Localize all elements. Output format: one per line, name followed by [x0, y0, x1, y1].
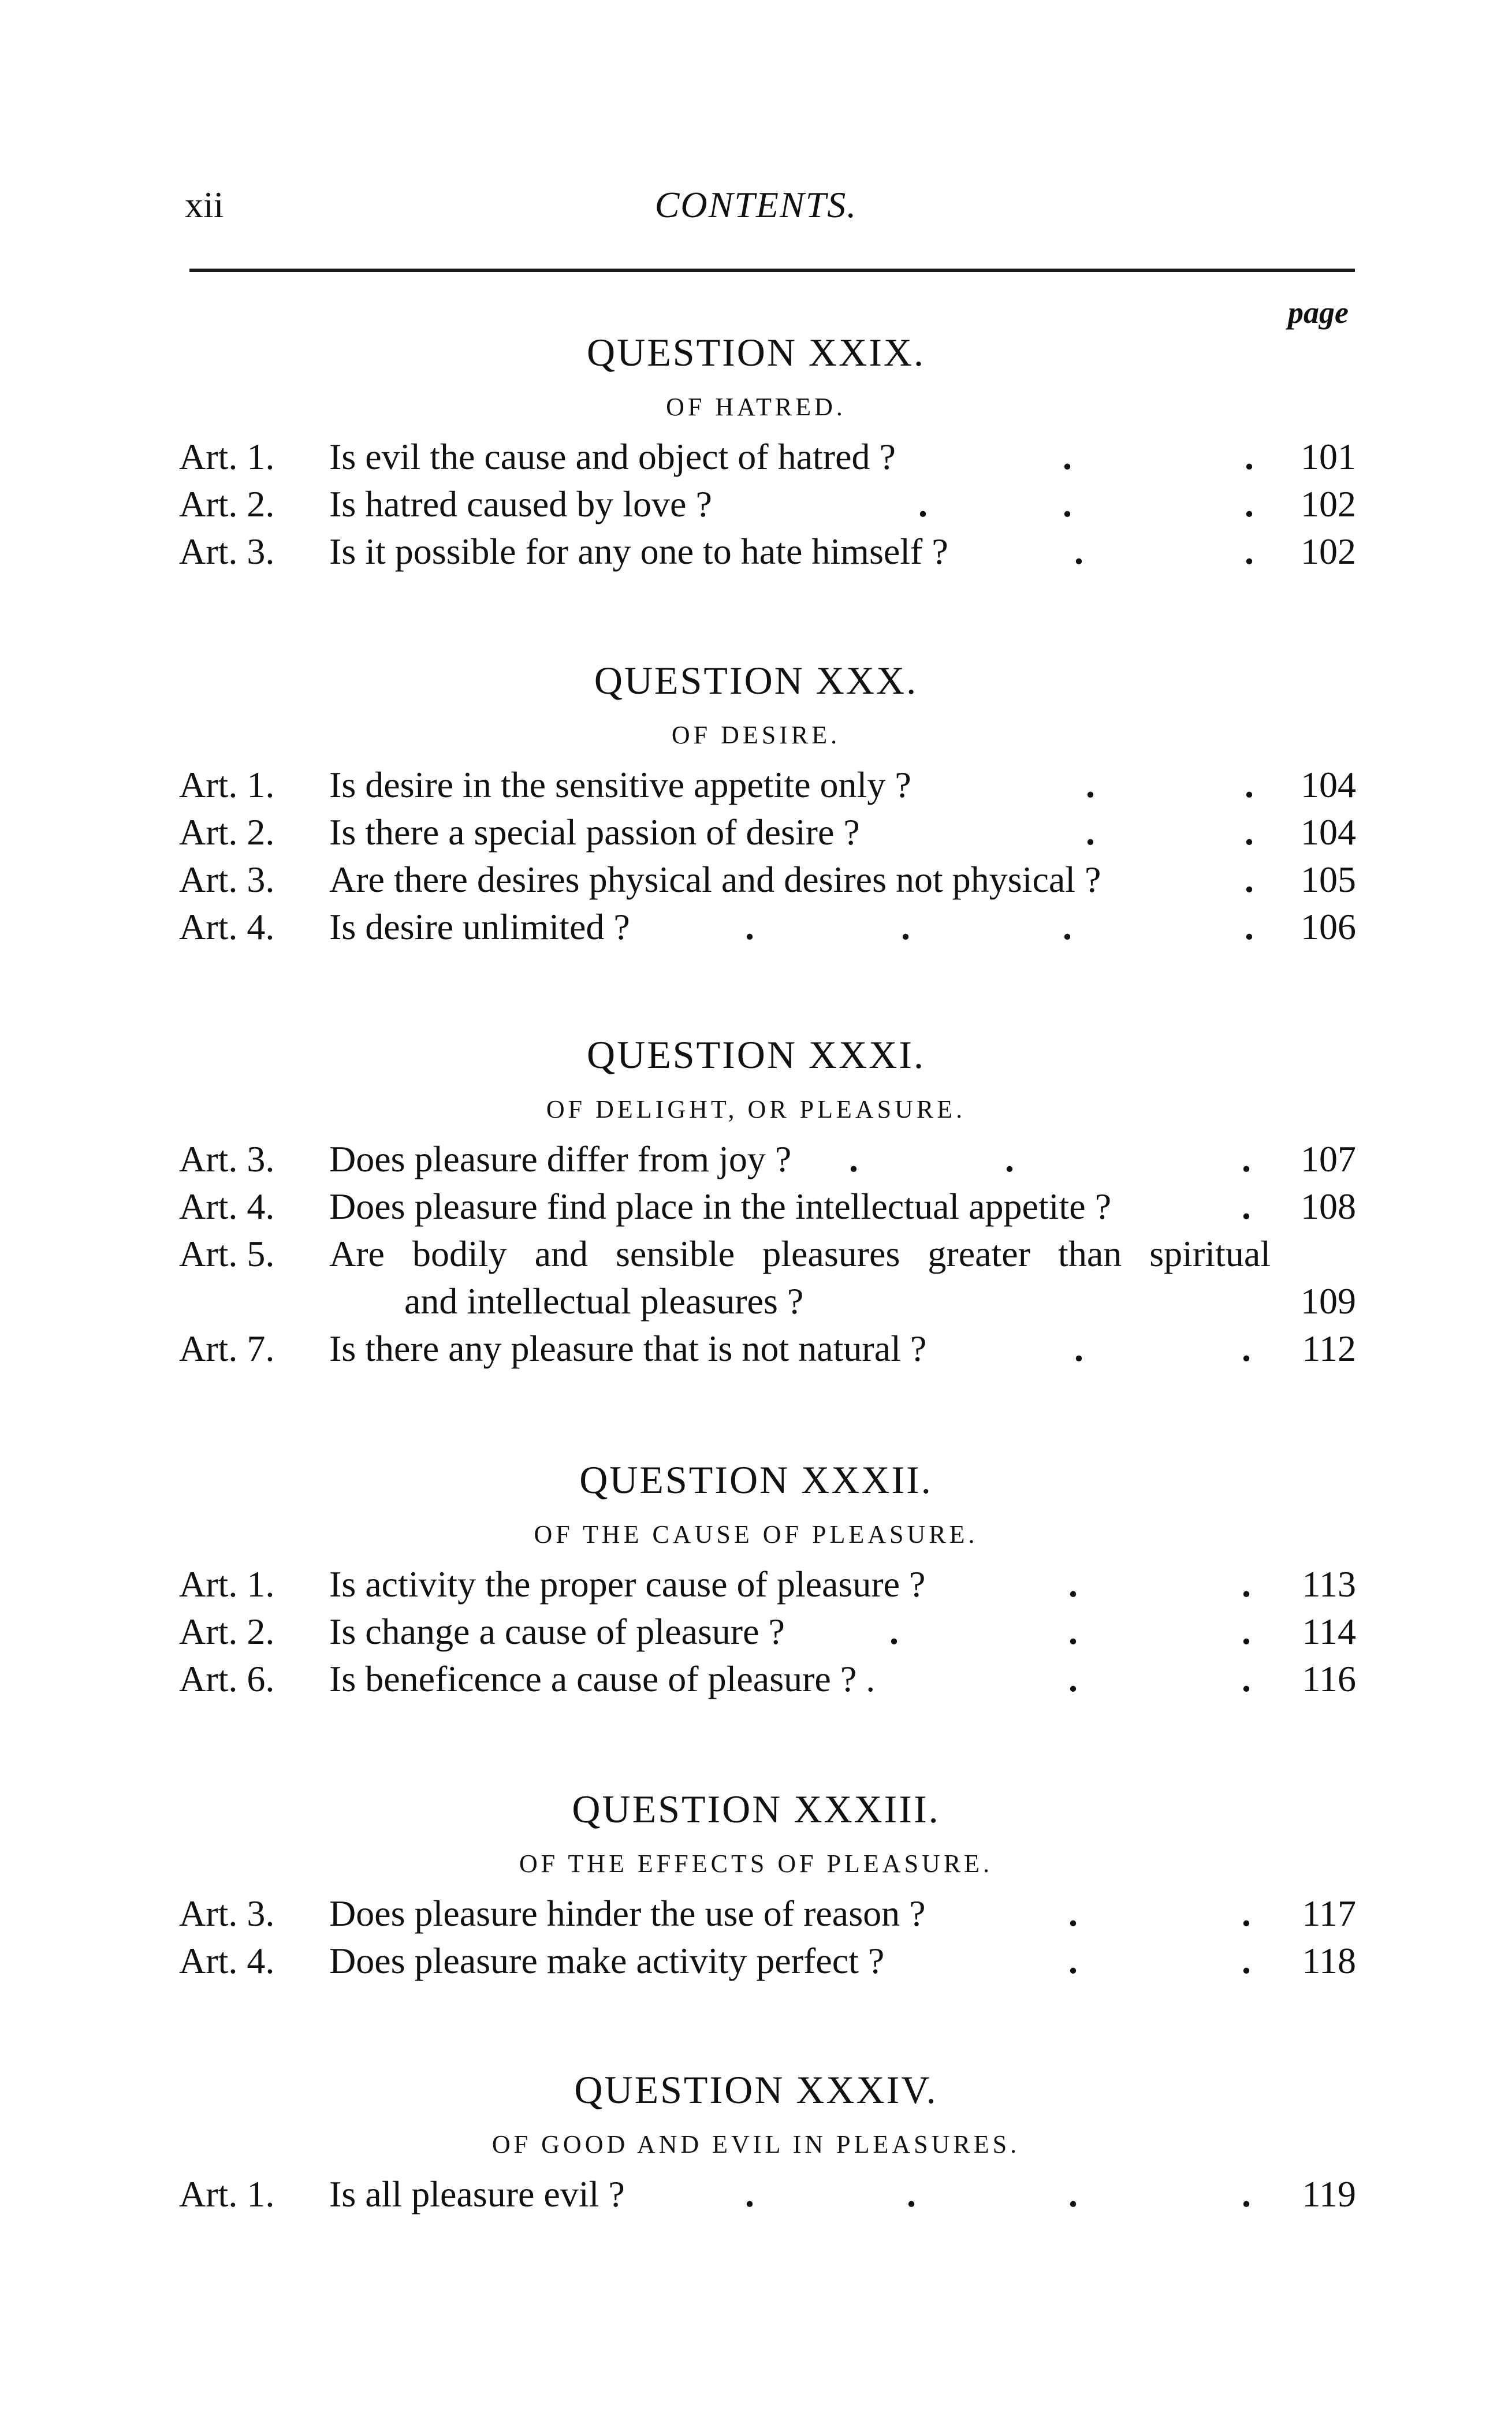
leader-dot: .	[1068, 1940, 1078, 1981]
article-number: Art. 5.	[179, 1233, 275, 1274]
article-entry	[0, 1230, 1512, 1325]
article-number: Art. 3.	[179, 859, 275, 900]
leader-dot: .	[1068, 1564, 1078, 1605]
article-entry	[0, 528, 1512, 575]
question-block	[0, 1026, 1512, 1372]
leader-dot: .	[1074, 1328, 1083, 1369]
leader-dot: .	[1068, 1893, 1078, 1934]
article-list	[0, 1561, 1512, 1703]
article-entry	[0, 903, 1512, 951]
question-block	[0, 2061, 1512, 2218]
leader-dot: .	[1063, 483, 1072, 524]
page-number: 114	[1302, 1611, 1356, 1652]
page-number: 108	[1301, 1186, 1356, 1227]
page-number: 102	[1301, 483, 1356, 524]
article-number: Art. 6.	[179, 1658, 275, 1699]
page-number: 112	[1302, 1328, 1356, 1369]
leader-dot: .	[1245, 436, 1254, 477]
page-column-label: page	[1288, 295, 1349, 330]
article-question: Does pleasure make activity perfect ?	[329, 1940, 885, 1981]
question-subtitle: OF THE EFFECTS OF PLEASURE.	[519, 1849, 993, 1878]
question-title: QUESTION XXXI.	[587, 1033, 925, 1077]
leader-dot: .	[907, 2174, 916, 2215]
leader-dot: .	[1063, 906, 1072, 947]
article-question: Is all pleasure evil ?	[329, 2174, 625, 2215]
article-question: Does pleasure hinder the use of reason ?	[329, 1893, 926, 1934]
article-list	[0, 761, 1512, 951]
article-question: Is desire in the sensitive appetite only ?	[329, 764, 911, 805]
leader-dot: .	[1242, 1658, 1251, 1699]
article-entry	[0, 433, 1512, 481]
article-question: Is there any pleasure that is not natural ?	[329, 1328, 927, 1369]
leader-dot: .	[745, 2174, 754, 2215]
article-question: Is activity the proper cause of pleasure ?	[329, 1564, 926, 1605]
question-title: QUESTION XXX.	[594, 658, 918, 702]
leader-dot: .	[1086, 812, 1095, 853]
article-list	[0, 433, 1512, 575]
article-number: Art. 1.	[179, 2174, 275, 2215]
article-list	[0, 1136, 1512, 1372]
leader-dot: .	[1242, 1564, 1251, 1605]
article-number: Art. 3.	[179, 1893, 275, 1934]
article-entry	[0, 1937, 1512, 1985]
leader-dot: .	[1242, 1138, 1251, 1179]
leader-dot: .	[889, 1611, 899, 1652]
page-number: 107	[1301, 1138, 1356, 1179]
article-number: Art. 4.	[179, 1186, 275, 1227]
article-entry	[0, 809, 1512, 856]
question-title: QUESTION XXXIII.	[572, 1787, 940, 1831]
article-number: Art. 4.	[179, 1940, 275, 1981]
leader-dot: .	[1068, 1611, 1078, 1652]
question-block	[0, 652, 1512, 951]
article-number: Art. 3.	[179, 1138, 275, 1179]
leader-dot: .	[1242, 1328, 1251, 1369]
leader-dot: .	[1245, 483, 1254, 524]
leader-dot: .	[1245, 812, 1254, 853]
article-number: Art. 2.	[179, 812, 275, 853]
question-subtitle: OF THE CAUSE OF PLEASURE.	[534, 1520, 978, 1549]
page-number: 119	[1302, 2174, 1356, 2215]
article-entry	[0, 1655, 1512, 1703]
article-entry	[0, 856, 1512, 903]
question-subtitle: OF HATRED.	[666, 393, 846, 421]
page-number: 106	[1301, 906, 1356, 947]
page-number: 109	[1301, 1281, 1356, 1322]
page-number: 116	[1302, 1658, 1356, 1699]
page-number: 104	[1301, 764, 1356, 805]
question-block	[0, 323, 1512, 575]
article-question: Is desire unlimited ?	[329, 906, 630, 947]
article-number: Art. 2.	[179, 483, 275, 524]
question-block	[0, 1780, 1512, 1985]
article-number: Art. 1.	[179, 436, 275, 477]
article-number: Art. 7.	[179, 1328, 275, 1369]
leader-dot: .	[1068, 2174, 1078, 2215]
page-number: 118	[1302, 1940, 1356, 1981]
article-number: Art. 2.	[179, 1611, 275, 1652]
article-number: Art. 1.	[179, 764, 275, 805]
article-number: Art. 4.	[179, 906, 275, 947]
leader-dot: .	[1245, 764, 1254, 805]
article-entry	[0, 761, 1512, 809]
article-entry	[0, 1890, 1512, 1937]
article-question: Is it possible for any one to hate himself ?	[329, 531, 948, 572]
leader-dot: .	[1242, 1611, 1251, 1652]
leader-dot: .	[901, 906, 910, 947]
question-title: QUESTION XXIX.	[587, 330, 925, 374]
article-question: Are bodily and sensible pleasures greater than spiritual	[329, 1233, 1271, 1274]
question-subtitle: OF DELIGHT, OR PLEASURE.	[546, 1095, 966, 1123]
leader-dot: .	[1005, 1138, 1014, 1179]
leader-dot: .	[1074, 531, 1083, 572]
article-question: Is there a special passion of desire ?	[329, 812, 860, 853]
leader-dot: .	[1063, 436, 1072, 477]
question-title: QUESTION XXXII.	[579, 1458, 933, 1502]
leader-dot: .	[1245, 906, 1254, 947]
article-question: Is evil the cause and object of hatred ?	[329, 436, 896, 477]
leader-dot: .	[1242, 1893, 1251, 1934]
leader-dot: .	[1086, 764, 1095, 805]
article-number: Art. 1.	[179, 1564, 275, 1605]
article-question: Does pleasure find place in the intellectual appetite ?	[329, 1186, 1112, 1227]
page-number: 117	[1302, 1893, 1356, 1934]
leader-dot: .	[745, 906, 754, 947]
question-block	[0, 1451, 1512, 1703]
page-number: 102	[1301, 531, 1356, 572]
running-head: CONTENTS.	[654, 184, 858, 225]
article-entry	[0, 1183, 1512, 1230]
article-entry	[0, 1325, 1512, 1372]
article-question-continuation: and intellectual pleasures ?	[404, 1281, 804, 1322]
article-entry	[0, 481, 1512, 528]
leader-dot: .	[1242, 1186, 1251, 1227]
article-question: Is beneficence a cause of pleasure ? .	[329, 1658, 876, 1699]
article-question: Is change a cause of pleasure ?	[329, 1611, 785, 1652]
page-number: 104	[1301, 812, 1356, 853]
page-folio: xii	[185, 184, 224, 225]
article-entry	[0, 2171, 1512, 2218]
header-rule	[189, 269, 1355, 272]
question-subtitle: OF DESIRE.	[671, 721, 841, 749]
question-subtitle: OF GOOD AND EVIL IN PLEASURES.	[491, 2130, 1021, 2158]
article-entry	[0, 1561, 1512, 1608]
article-list	[0, 1890, 1512, 1985]
leader-dot: .	[1242, 1940, 1251, 1981]
article-entry	[0, 1608, 1512, 1655]
article-list	[0, 2171, 1512, 2218]
leader-dot: .	[1245, 859, 1254, 900]
article-question: Is hatred caused by love ?	[329, 483, 712, 524]
leader-dot: .	[1242, 2174, 1251, 2215]
article-entry	[0, 1136, 1512, 1183]
article-question: Does pleasure differ from joy ?	[329, 1138, 792, 1179]
leader-dot: .	[849, 1138, 858, 1179]
leader-dot: .	[918, 483, 928, 524]
leader-dot: .	[1068, 1658, 1078, 1699]
page-number: 113	[1302, 1564, 1356, 1605]
page-number: 101	[1301, 436, 1356, 477]
article-number: Art. 3.	[179, 531, 275, 572]
leader-dot: .	[1245, 531, 1254, 572]
article-question: Are there desires physical and desires not physical ?	[329, 859, 1101, 900]
question-title: QUESTION XXXIV.	[574, 2068, 938, 2112]
page-number: 105	[1301, 859, 1356, 900]
